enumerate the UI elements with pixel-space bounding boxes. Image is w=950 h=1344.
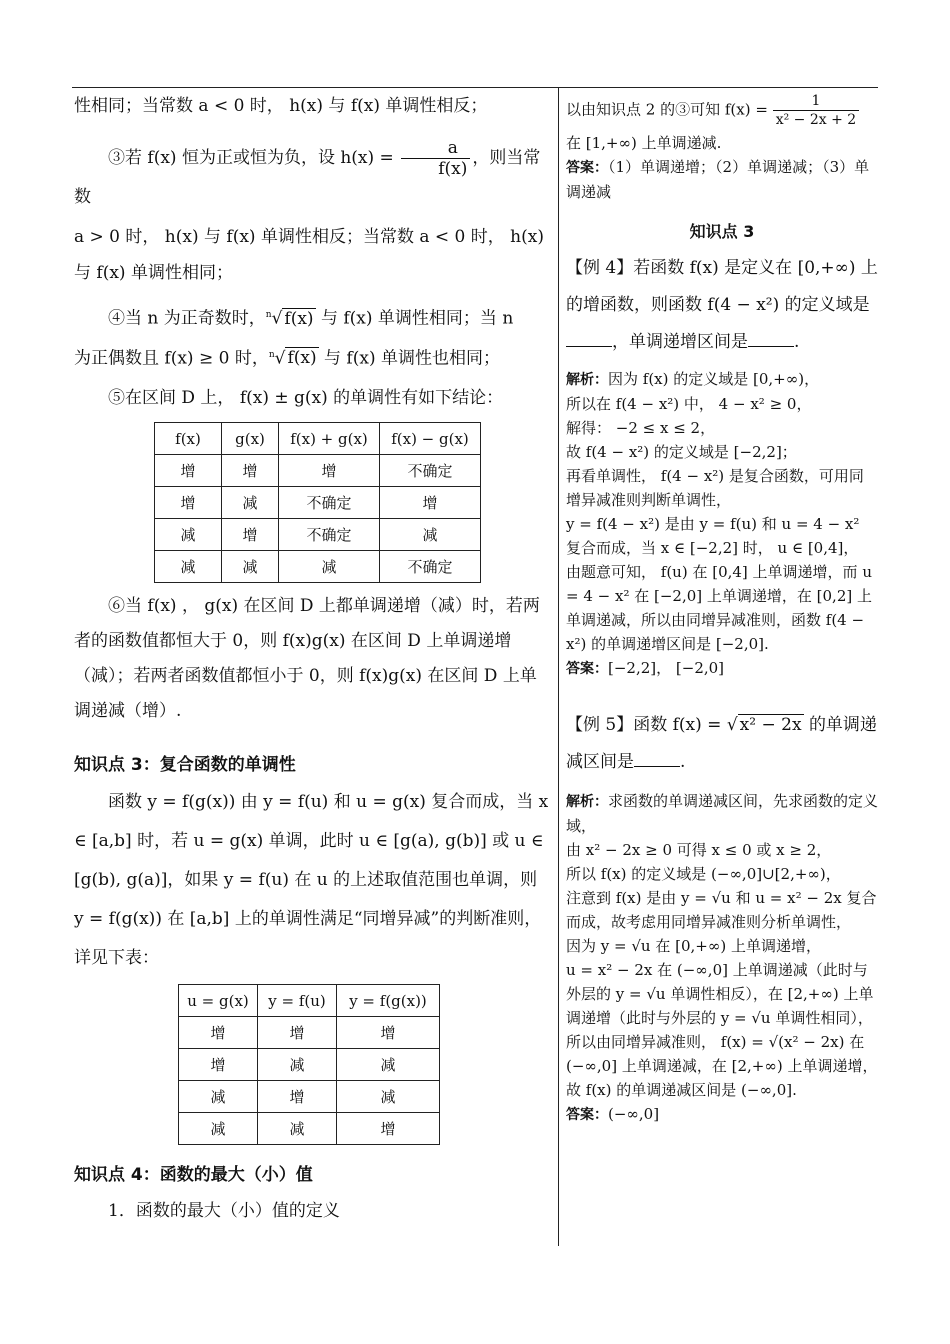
- radical-sign: √: [274, 348, 286, 369]
- section-heading-kp3: 知识点 3：复合函数的单调性: [74, 755, 296, 776]
- answer-blank: [748, 330, 794, 347]
- solution-line: 再看单调性， f(4 − x²) 是复合函数，可用同增异减准则判断单调性，: [566, 467, 864, 509]
- radical-sign: √: [726, 715, 738, 735]
- item-4: ④当 n 为正奇数时，$^n$√ f(x) 与 f(x) 单调性相同；当 n: [108, 308, 514, 329]
- kp3-body: 函数 y = f(g(x)) 由 y = f(u) 和 u = g(x) 复合而成，当 x ∈ [a,b] 时，若 u = g(x) 单调，此时 u ∈ [g(a), g(b)] 或 u ∈ [g(b), g(a)]，如果 y = f(u) 在 u 的上述取值范围也单调，则 y = f(g(x)) 在 [a,b] 上的单调性满足“同增异减”的判断准则，详见下表：: [74, 792, 549, 969]
- sum-diff-table: [154, 422, 481, 583]
- line-6: 为正偶数且 f(x) ≥ 0 时，$^n$√ f(x) 与 f(x) 单调性也相同；: [74, 348, 500, 369]
- fraction: $\frac{1}{\text{x² − 2x + 2}}$: [773, 92, 859, 129]
- column-divider: [558, 88, 559, 1246]
- table-header-row: u = g(x) y = f(u) y = f(g(x)): [179, 985, 440, 1017]
- continued-line-2: 在 [1,+∞) 上单调递减.: [566, 134, 722, 152]
- example-4: 【例 4】若函数 f(x) 是定义在 [0,+∞) 上的增函数，则函数 f(4 − x²) 的定义域是，单调递增区间是 .: [566, 258, 878, 352]
- table-row: 增 增 增 不确定: [155, 455, 481, 487]
- left-column: [74, 88, 550, 1229]
- composite-table: [178, 984, 440, 1145]
- item-3: ③若 f(x) 恒为正或恒为负，设 h(x) = $\frac{a}{f(x)}$ ，则当常数: [74, 138, 541, 207]
- solution-line: u = x² − 2x 在 (−∞,0] 上单调递减（此时与外层的 y = √u 单调性相反），在 [2,+∞) 上单调递增（此时与外层的 y = √u 单调性相同），: [566, 961, 874, 1027]
- solution-line: 故 f(x) 的单调递减区间是 (−∞,0].: [566, 1081, 797, 1099]
- table-row: 减 减 增: [179, 1113, 440, 1145]
- solution-line: 所以由同增异减准则， f(x) = √(x² − 2x) 在 (−∞,0] 上单调递减，在 [2,+∞) 上单调递增，: [566, 1033, 878, 1075]
- line-1: 性相同；当常数 a < 0 时， h(x) 与 f(x) 单调性相反；: [74, 96, 488, 116]
- table-row: 减 增 减: [179, 1081, 440, 1113]
- line-4: 与 f(x) 单调性相同；: [74, 263, 233, 283]
- table-row: 增 减 不确定 增: [155, 487, 481, 519]
- solution-line: 由 x² − 2x ≥ 0 可得 x ≤ 0 或 x ≥ 2，: [566, 841, 832, 859]
- solution-line: 解得： −2 ≤ x ≤ 2，: [566, 419, 716, 437]
- table-row: 增 增 增: [179, 1017, 440, 1049]
- answer-blank: [634, 750, 680, 767]
- answer-4: 答案：[−2,2]， [−2,0]: [566, 659, 725, 677]
- solution-line: 注意到 f(x) 是由 y = √u 和 u = x² − 2x 复合而成，故考虑用同增异减准则分析单调性，: [566, 889, 877, 931]
- item-6: ⑥当 f(x) ， g(x) 在区间 D 上都单调递增（减）时，若两者的函数值都恒大于 0，则 f(x)g(x) 在区间 D 上单调递增（减）；若两者函数值都恒小于 0，则 f(x)g(x) 在区间 D 上单调递减（增）.: [74, 596, 540, 722]
- solution-4-label: 解析：因为 f(x) 的定义域是 [0,+∞)，: [566, 370, 820, 388]
- table-row: 增 减 减: [179, 1049, 440, 1081]
- section-heading-kp4: 知识点 4：函数的最大（小）值: [74, 1165, 313, 1186]
- kp4-subheading: 1．函数的最大（小）值的定义: [108, 1201, 340, 1222]
- table-row: 减 减 减 不确定: [155, 551, 481, 583]
- solution-line: 由题意可知， f(u) 在 [0,4] 上单调递增，而 u = 4 − x² 在 [−2,0] 上单调递增，在 [0,2] 上单调递减，所以由同增异减准则，函数 f(4 − x²) 的单调递增区间是 [−2,0].: [566, 563, 872, 653]
- knowledge-point-heading: 知识点 3: [689, 222, 755, 241]
- line-3: a > 0 时， h(x) 与 f(x) 单调性相反；当常数 a < 0 时， h(x): [74, 227, 544, 247]
- solution-line: 所以 f(x) 的定义域是 (−∞,0]∪[2,+∞)，: [566, 865, 841, 883]
- solution-line: y = f(4 − x²) 是由 y = f(u) 和 u = 4 − x² 复合而成，当 x ∈ [−2,2] 时， u ∈ [0,4]，: [566, 515, 860, 557]
- right-column: [566, 92, 878, 1127]
- example-5: 【例 5】函数 f(x) = √ x² − 2x 的单调递减区间是 .: [566, 715, 877, 772]
- continued-line: 以由知识点 2 的③可知 f(x) = $\frac{1}{\text{x² − 2x + 2}}$: [566, 92, 878, 129]
- answer-1: 答案：（1）单调递增；（2）单调递减；（3）单调递减: [566, 158, 870, 201]
- answer-5: 答案：(−∞,0]: [566, 1105, 660, 1123]
- table-row: 减 增 不确定 减: [155, 519, 481, 551]
- solution-line: 所以在 f(4 − x²) 中， 4 − x² ≥ 0，: [566, 395, 812, 413]
- table-header-row: f(x) g(x) f(x) + g(x) f(x) − g(x): [155, 423, 481, 455]
- solution-line: 故 f(4 − x²) 的定义域是 [−2,2]；: [566, 443, 797, 461]
- radical-sign: √: [271, 308, 283, 329]
- solution-5-label: 解析：求函数的单调递减区间，先求函数的定义域，: [566, 792, 879, 835]
- solution-line: 因为 y = √u 在 [0,+∞) 上单调递增，: [566, 937, 821, 955]
- fraction: $\frac{a}{f(x)}$: [401, 138, 470, 179]
- item-5: ⑤在区间 D 上， f(x) ± g(x) 的单调性有如下结论：: [108, 388, 504, 409]
- answer-blank: [566, 330, 612, 347]
